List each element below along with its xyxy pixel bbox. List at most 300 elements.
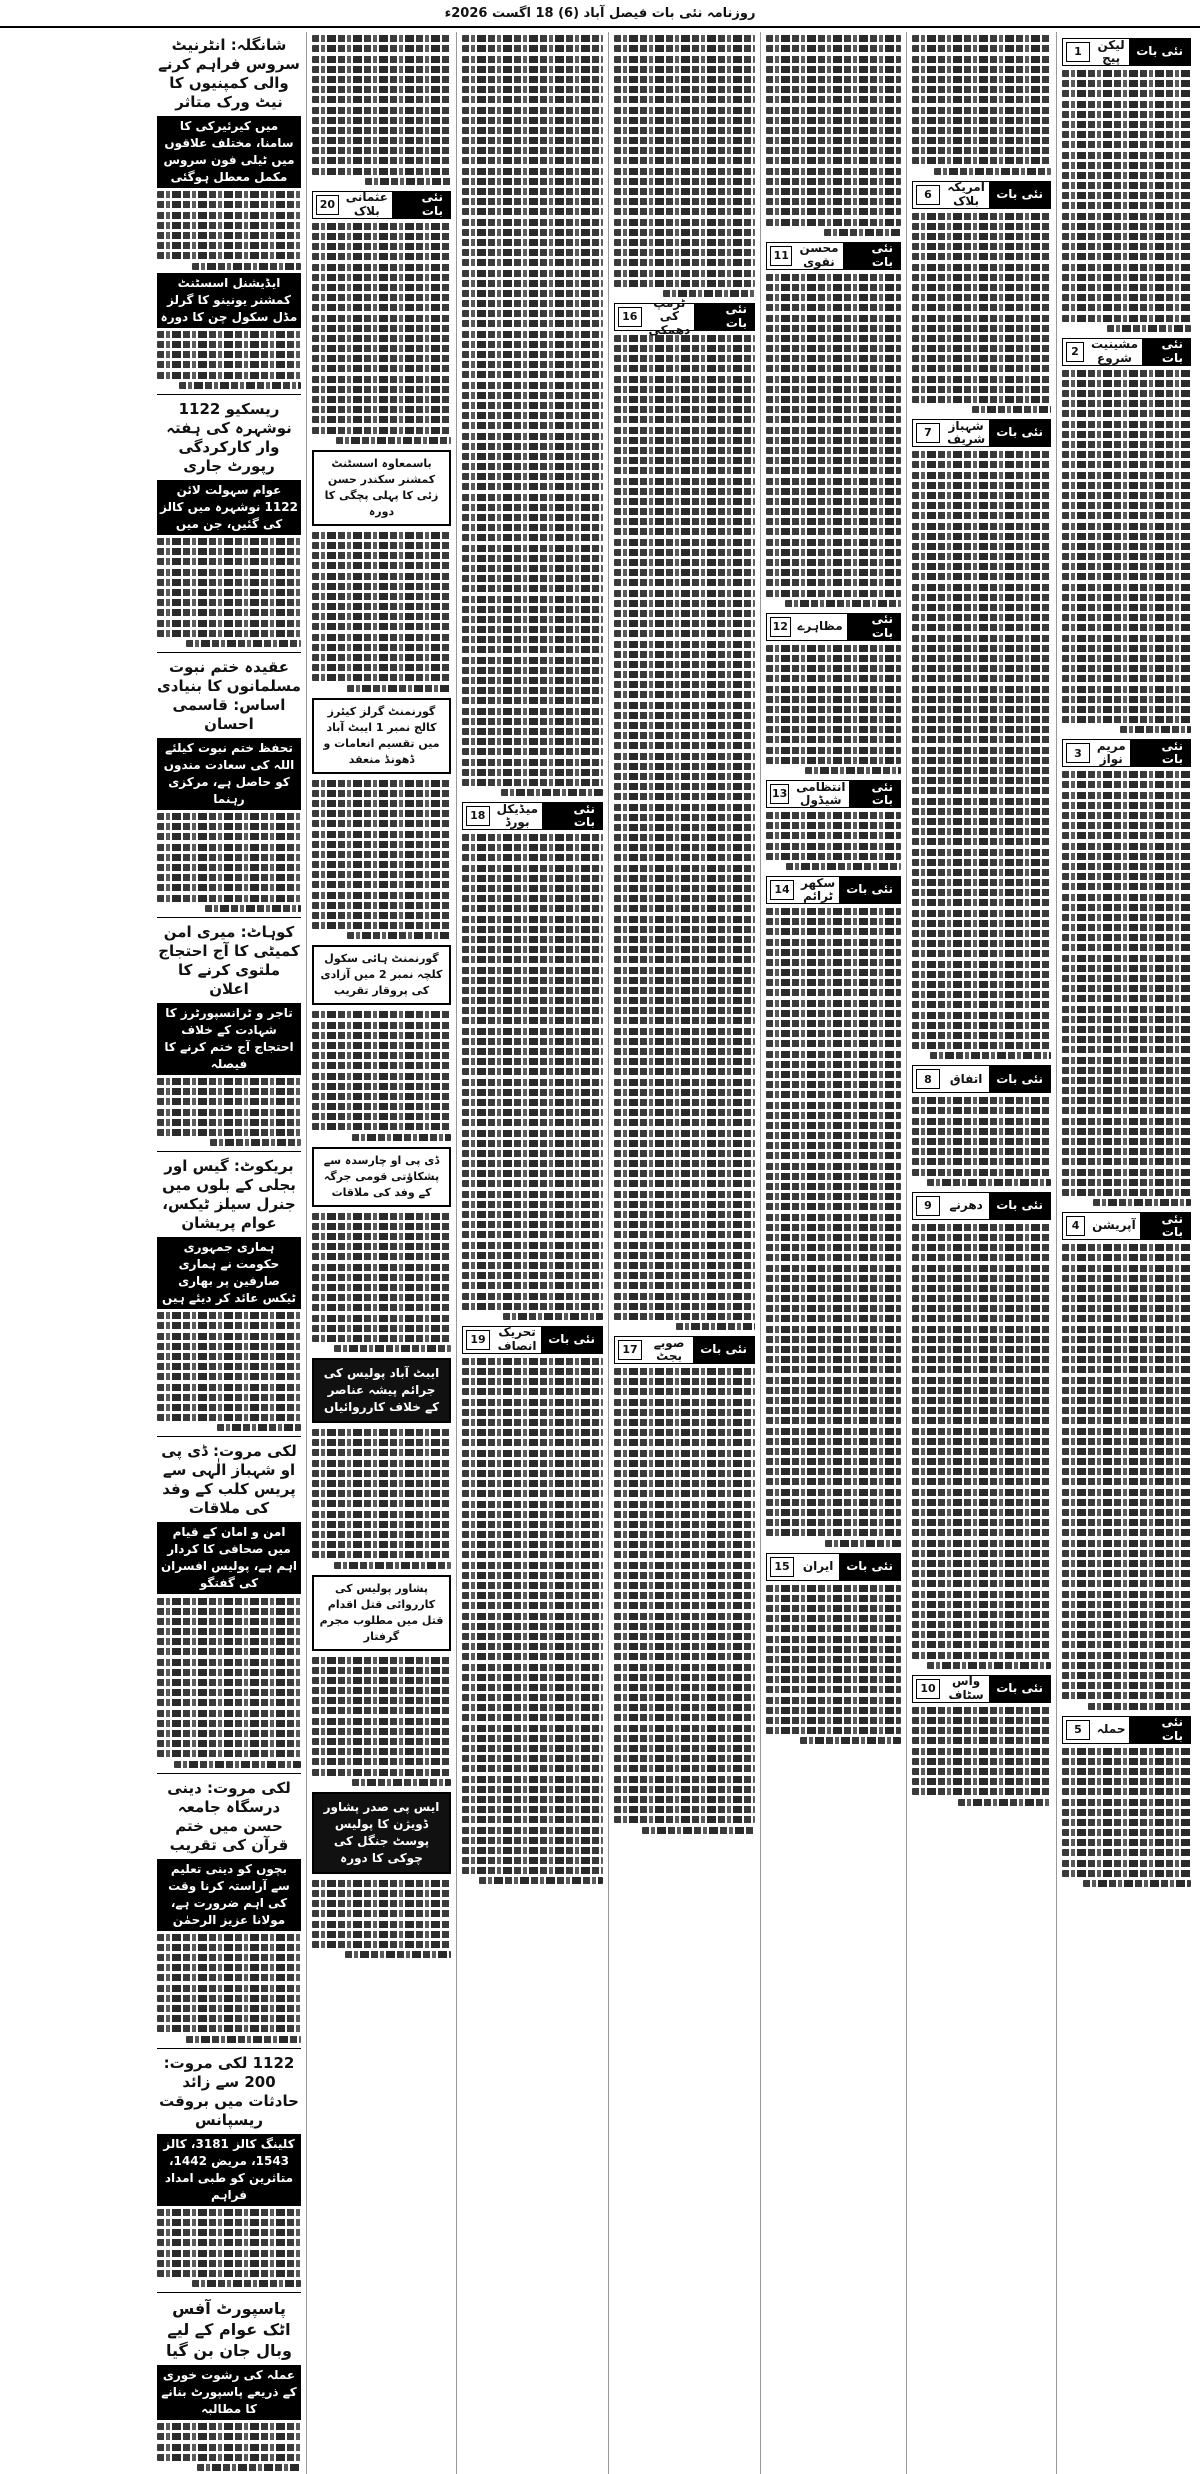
article-body: [766, 812, 901, 870]
text-line: [825, 1540, 901, 1547]
text-line: [312, 1073, 451, 1080]
text-line: [157, 1710, 301, 1717]
text-line: [766, 1183, 901, 1190]
section-tag: نئی بات: [849, 781, 900, 807]
text-line: [312, 127, 451, 134]
section-number: 16: [618, 307, 642, 327]
text-line: [312, 1470, 451, 1477]
text-line: [912, 137, 1051, 144]
text-line: [912, 1611, 1051, 1618]
article-body: [157, 331, 301, 389]
text-line: [462, 107, 603, 114]
text-line: [614, 732, 755, 739]
text-line: [912, 1107, 1051, 1114]
text-line: [1062, 390, 1191, 397]
text-line: [786, 863, 901, 870]
text-line: [614, 549, 755, 556]
text-line: [766, 1010, 901, 1017]
text-line: [312, 644, 451, 651]
news-box-headline-dark: ایس پی صدر پشاور ڈویژن کا پولیس پوسٹ جنگل کی چوکی کا دورہ: [312, 1792, 451, 1874]
text-line: [312, 1910, 451, 1917]
section-number: 6: [916, 185, 940, 205]
text-line: [614, 854, 755, 861]
text-line: [157, 884, 301, 891]
section-tag: نئی بات: [694, 304, 754, 330]
column-6: [306, 32, 456, 2474]
text-line: [157, 2423, 301, 2430]
text-line: [766, 1615, 901, 1622]
text-line: [912, 1265, 1051, 1272]
text-line: [766, 1244, 901, 1251]
text-line: [312, 1052, 451, 1059]
text-line: [614, 1303, 755, 1310]
text-line: [1062, 472, 1191, 479]
text-line: [766, 528, 901, 535]
article-body: [912, 451, 1051, 1059]
text-line: [766, 1214, 901, 1221]
text-line: [614, 56, 755, 63]
text-line: [157, 844, 301, 851]
text-line: [766, 437, 901, 444]
text-line: [912, 981, 1051, 988]
text-line: [912, 1244, 1051, 1251]
text-line: [1062, 492, 1191, 499]
article-body: [157, 1312, 301, 1431]
text-line: [1062, 533, 1191, 540]
text-line: [614, 1704, 755, 1711]
text-line: [157, 2260, 301, 2267]
text-line: [912, 1652, 1051, 1659]
divider: [157, 1436, 301, 1437]
news-box-headline: ڈی پی او چارسدہ سے پشکاؤتی قومی جرگہ کے وفد کی ملاقات: [312, 1147, 451, 1207]
text-line: [157, 1618, 301, 1625]
subheadline: بچوں کو دینی تعلیم سے آراستہ کرنا وقت کی اہم ضرورت ہے، مولانا عزیز الرحمٰن: [157, 1859, 301, 1931]
text-line: [1062, 101, 1191, 108]
text-line: [312, 1667, 451, 1674]
text-line: [912, 76, 1051, 83]
text-line: [157, 538, 301, 545]
text-line: [462, 1806, 603, 1813]
section-header: [462, 1326, 603, 1354]
text-line: [912, 665, 1051, 672]
text-line: [462, 1460, 603, 1467]
text-line: [157, 1720, 301, 1727]
text-line: [614, 1119, 755, 1126]
text-line: [312, 1748, 451, 1755]
text-line: [912, 1560, 1051, 1567]
text-line: [157, 1689, 301, 1696]
text-line: [462, 834, 603, 841]
text-line: [766, 1529, 901, 1536]
text-line: [766, 219, 901, 226]
section-title: امریکہ بلاک: [947, 180, 985, 208]
text-line: [157, 1322, 301, 1329]
text-line: [157, 1363, 301, 1370]
text-line: [766, 696, 901, 703]
text-line: [462, 1541, 603, 1548]
text-line: [157, 1598, 301, 1605]
text-line: [1062, 1478, 1191, 1485]
text-line: [614, 916, 755, 923]
section-tag: نئی بات: [989, 1676, 1050, 1702]
text-line: [614, 1511, 755, 1518]
text-line: [462, 1419, 603, 1426]
text-line: [614, 208, 755, 215]
text-line: [614, 1735, 755, 1742]
text-line: [462, 885, 603, 892]
text-line: [912, 726, 1051, 733]
text-line: [1062, 1519, 1191, 1526]
text-line: [614, 1755, 755, 1762]
text-line: [462, 1439, 603, 1446]
text-line: [766, 726, 901, 733]
text-line: [912, 365, 1051, 372]
text-line: [912, 930, 1051, 937]
text-line: [1062, 543, 1191, 550]
text-line: [614, 508, 755, 515]
text-line: [157, 1985, 301, 1992]
text-line: [312, 56, 451, 63]
text-line: [912, 594, 1051, 601]
text-line: [614, 188, 755, 195]
text-line: [766, 335, 901, 342]
masthead: [0, 0, 1200, 28]
text-line: [157, 1608, 301, 1615]
text-line: [1062, 1819, 1191, 1826]
text-line: [462, 1191, 603, 1198]
text-line: [462, 127, 603, 134]
text-line: [1062, 1809, 1191, 1816]
text-line: [462, 453, 603, 460]
headline: شانگلہ: انٹرنیٹ سروس فراہم کرنے والی کمپنیوں کا نیٹ ورک متاثر: [158, 36, 300, 111]
text-line: [1062, 1458, 1191, 1465]
text-line: [312, 355, 451, 362]
text-line: [614, 1191, 755, 1198]
text-line: [462, 1017, 603, 1024]
text-line: [614, 157, 755, 164]
text-line: [912, 645, 1051, 652]
text-line: [614, 1079, 755, 1086]
section-title: اتفاق: [949, 1071, 983, 1086]
text-line: [462, 229, 603, 236]
text-line: [1062, 645, 1191, 652]
text-line: [462, 585, 603, 592]
headline: لکی مروت: ڈی پی او شہباز الٰہی سے پریس کلب کے وفد کی ملاقات: [161, 1442, 297, 1518]
text-line: [614, 1786, 755, 1793]
text-line: [912, 1128, 1051, 1135]
text-line: [766, 1417, 901, 1424]
text-line: [312, 1500, 451, 1507]
text-line: [766, 1336, 901, 1343]
text-line: [312, 1941, 451, 1948]
text-line: [157, 2005, 301, 2012]
text-line: [312, 1315, 451, 1322]
text-line: [912, 157, 1051, 164]
text-line: [312, 1541, 451, 1548]
text-line: [614, 1419, 755, 1426]
text-line: [1062, 873, 1191, 880]
text-line: [312, 1521, 451, 1528]
text-line: [1062, 1641, 1191, 1648]
text-line: [462, 117, 603, 124]
text-line: [157, 569, 301, 576]
text-line: [766, 1686, 901, 1693]
text-line: [1062, 1179, 1191, 1186]
text-line: [614, 1211, 755, 1218]
text-line: [766, 157, 901, 164]
text-line: [312, 902, 451, 909]
text-line: [462, 1776, 603, 1783]
text-line: [462, 208, 603, 215]
text-line: [1062, 624, 1191, 631]
article-body: [462, 35, 603, 796]
text-line: [614, 885, 755, 892]
text-line: [766, 284, 901, 291]
text-line: [614, 1028, 755, 1035]
text-line: [462, 1623, 603, 1630]
text-line: [157, 874, 301, 881]
text-line: [912, 1768, 1051, 1775]
text-line: [462, 1079, 603, 1086]
text-line: [1062, 914, 1191, 921]
text-line: [614, 96, 755, 103]
text-line: [912, 127, 1051, 134]
text-line: [462, 946, 603, 953]
text-line: [766, 959, 901, 966]
text-line: [312, 1687, 451, 1694]
section-tag: نئی بات: [1142, 339, 1190, 365]
text-line: [503, 1313, 603, 1320]
text-line: [157, 1669, 301, 1676]
text-line: [614, 518, 755, 525]
text-line: [1062, 553, 1191, 560]
text-line: [312, 386, 451, 393]
section-tag: نئی بات: [392, 192, 450, 218]
article-body: [312, 35, 451, 185]
text-line: [766, 1061, 901, 1068]
section-title: ٹرمپ کی دھمکی: [648, 295, 691, 337]
text-line: [462, 1674, 603, 1681]
text-line: [766, 1173, 901, 1180]
text-line: [462, 1501, 603, 1508]
text-line: [614, 946, 755, 953]
text-line: [766, 569, 901, 576]
text-line: [462, 1293, 603, 1300]
text-line: [157, 1995, 301, 2002]
text-line: [912, 1407, 1051, 1414]
text-line: [614, 1409, 755, 1416]
text-line: [614, 956, 755, 963]
text-line: [1062, 1097, 1191, 1104]
text-line: [614, 447, 755, 454]
text-line: [462, 1837, 603, 1844]
text-line: [462, 1201, 603, 1208]
text-line: [766, 1438, 901, 1445]
text-line: [312, 573, 451, 580]
text-line: [312, 922, 451, 929]
text-line: [614, 569, 755, 576]
text-line: [614, 651, 755, 658]
text-line: [157, 548, 301, 555]
text-line: [766, 969, 901, 976]
text-line: [157, 252, 301, 259]
text-line: [912, 1591, 1051, 1598]
text-line: [614, 967, 755, 974]
text-line: [912, 1275, 1051, 1282]
text-line: [1062, 1448, 1191, 1455]
text-line: [614, 1439, 755, 1446]
text-line: [334, 1562, 451, 1569]
text-line: [462, 1068, 603, 1075]
text-line: [614, 386, 755, 393]
text-line: [462, 926, 603, 933]
text-line: [766, 386, 901, 393]
text-line: [614, 376, 755, 383]
text-line: [1062, 264, 1191, 271]
text-line: [462, 1272, 603, 1279]
text-line: [614, 783, 755, 790]
text-line: [614, 1180, 755, 1187]
news-box-headline: پشاور پولیس کی کارروائی قتل اقدام قتل میں مطلوب مجرم گرفتار: [312, 1575, 451, 1651]
text-line: [1062, 1346, 1191, 1353]
text-line: [614, 137, 755, 144]
text-line: [766, 127, 901, 134]
text-line: [912, 147, 1051, 154]
section-number: 7: [916, 423, 940, 443]
text-line: [614, 1765, 755, 1772]
text-line: [912, 107, 1051, 114]
text-line: [462, 1664, 603, 1671]
text-line: [912, 355, 1051, 362]
text-line: [614, 1058, 755, 1065]
text-line: [1062, 843, 1191, 850]
section-tag: نئی بات: [1140, 1213, 1190, 1239]
text-line: [912, 1540, 1051, 1547]
text-line: [312, 365, 451, 372]
headline: لکی مروت: دینی درسگاہ جامعہ حسن میں ختم قرآن کی تقریب: [167, 1778, 291, 1854]
article-body: [766, 35, 901, 236]
text-line: [462, 1704, 603, 1711]
text-line: [912, 35, 1051, 42]
text-line: [1062, 924, 1191, 931]
text-line: [766, 989, 901, 996]
text-line: [912, 563, 1051, 570]
text-line: [1062, 1138, 1191, 1145]
text-line: [312, 1718, 451, 1725]
text-line: [785, 600, 901, 607]
text-line: [766, 1656, 901, 1663]
text-line: [1062, 294, 1191, 301]
section-tag: نئی بات: [989, 1066, 1050, 1092]
text-line: [312, 1429, 451, 1436]
text-line: [157, 2239, 301, 2246]
text-line: [312, 1103, 451, 1110]
section-number: 18: [466, 806, 490, 826]
text-line: [614, 997, 755, 1004]
text-line: [157, 232, 301, 239]
text-line: [462, 137, 603, 144]
text-line: [766, 747, 901, 754]
text-line: [912, 1631, 1051, 1638]
divider: [157, 2292, 301, 2293]
text-line: [1062, 1387, 1191, 1394]
text-line: [912, 736, 1051, 743]
text-line: [157, 854, 301, 861]
text-line: [462, 494, 603, 501]
text-line: [912, 889, 1051, 896]
section-tag: نئی بات: [542, 803, 602, 829]
text-line: [462, 1262, 603, 1269]
text-line: [157, 599, 301, 606]
section-number: 1: [1066, 42, 1090, 62]
text-line: [642, 1827, 755, 1834]
text-line: [462, 1531, 603, 1538]
text-line: [912, 655, 1051, 662]
text-line: [912, 940, 1051, 947]
text-line: [462, 687, 603, 694]
text-line: [1062, 182, 1191, 189]
section-header: [1062, 338, 1191, 366]
text-line: [766, 1478, 901, 1485]
text-line: [912, 472, 1051, 479]
text-line: [766, 1366, 901, 1373]
text-line: [766, 208, 901, 215]
text-line: [614, 1048, 755, 1055]
text-line: [312, 223, 451, 230]
subheadline: عملہ کی رشوت خوری کے ذریعے پاسپورٹ بنانے کا مطالبہ: [157, 2365, 301, 2420]
text-line: [1062, 512, 1191, 519]
text-line: [462, 667, 603, 674]
text-line: [912, 1234, 1051, 1241]
text-line: [462, 320, 603, 327]
text-line: [912, 304, 1051, 311]
text-line: [614, 1201, 755, 1208]
text-line: [766, 706, 901, 713]
text-line: [1062, 1046, 1191, 1053]
text-line: [462, 616, 603, 623]
text-line: [766, 549, 901, 556]
text-line: [462, 677, 603, 684]
section-tag: نئی بات: [693, 1337, 754, 1363]
text-line: [614, 1572, 755, 1579]
text-line: [614, 1368, 755, 1375]
text-line: [312, 335, 451, 342]
text-line: [1062, 1305, 1191, 1312]
text-line: [766, 1000, 901, 1007]
text-line: [462, 1140, 603, 1147]
text-line: [1062, 594, 1191, 601]
text-line: [766, 198, 901, 205]
text-line: [1062, 451, 1191, 458]
text-line: [336, 437, 451, 444]
text-line: [1062, 80, 1191, 87]
text-line: [312, 35, 451, 42]
text-line: [1062, 1315, 1191, 1322]
text-line: [312, 315, 451, 322]
text-line: [1062, 1570, 1191, 1577]
text-line: [766, 949, 901, 956]
text-line: [766, 325, 901, 332]
text-line: [614, 559, 755, 566]
text-line: [462, 463, 603, 470]
text-line: [186, 2036, 301, 2043]
subheadline: امن و امان کے قیام میں صحافی کا کردار اہم ہے، پولیس افسران کی گفتگو: [157, 1522, 301, 1594]
text-line: [1062, 1601, 1191, 1608]
section-number: 20: [316, 195, 339, 215]
text-line: [614, 478, 755, 485]
text-line: [1062, 1285, 1191, 1292]
text-line: [462, 1048, 603, 1055]
